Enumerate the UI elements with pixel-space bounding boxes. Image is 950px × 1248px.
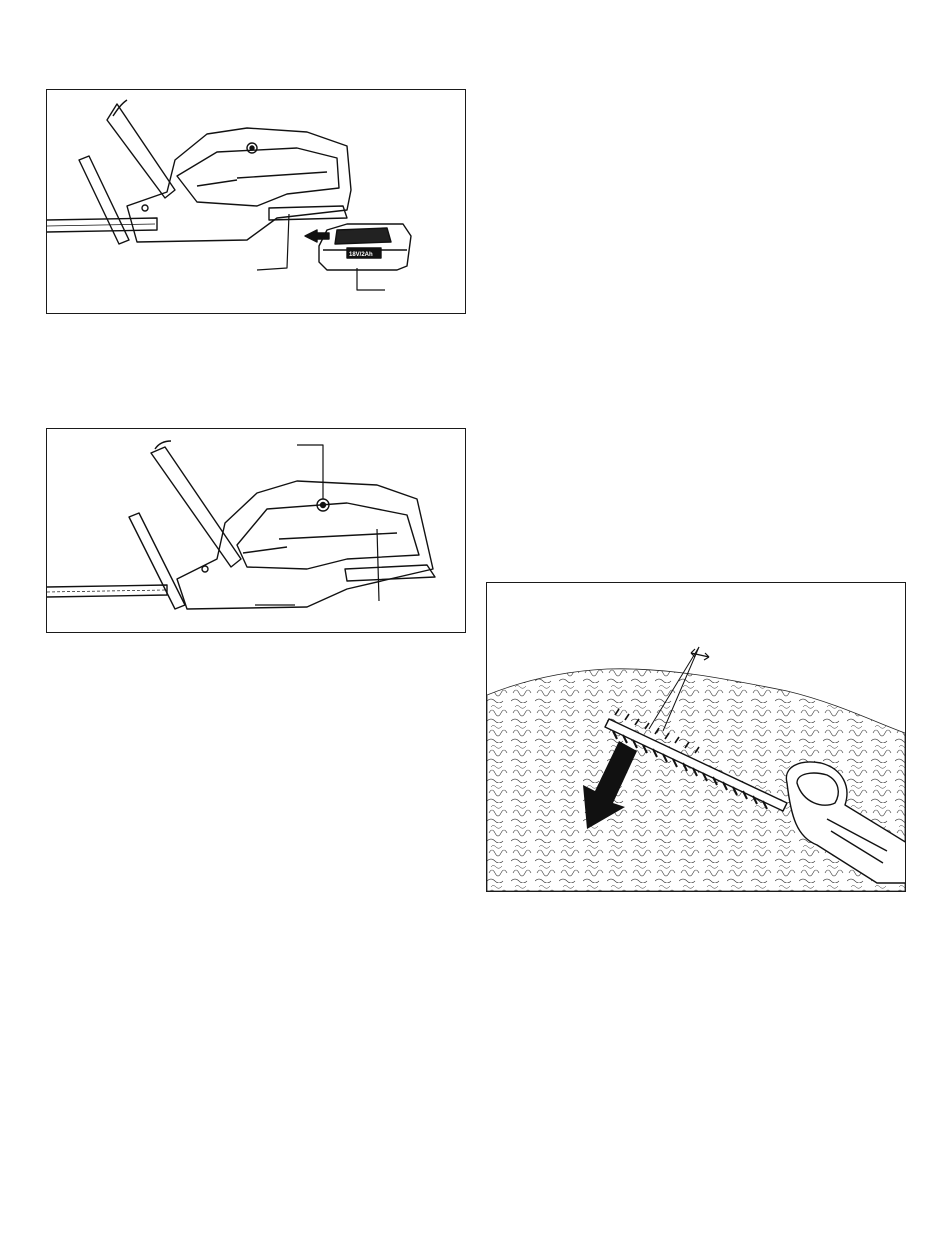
callout-line-1 bbox=[257, 214, 289, 270]
figure-trimming-hedge bbox=[486, 582, 906, 892]
figure-battery-insertion bbox=[46, 89, 466, 314]
callout-line-1 bbox=[297, 445, 323, 499]
hedge-trimming-illustration bbox=[487, 583, 905, 891]
callout-line-2 bbox=[377, 529, 379, 601]
hedge-trimmer-illustration bbox=[47, 429, 465, 632]
figure-trimmer-assembled bbox=[46, 428, 466, 633]
trimmer-body-shape bbox=[127, 128, 351, 242]
battery-label-text: 18V/2Ah bbox=[349, 252, 373, 258]
callout-line-2 bbox=[357, 268, 385, 290]
hedge-trimmer-battery-illustration bbox=[47, 90, 465, 313]
